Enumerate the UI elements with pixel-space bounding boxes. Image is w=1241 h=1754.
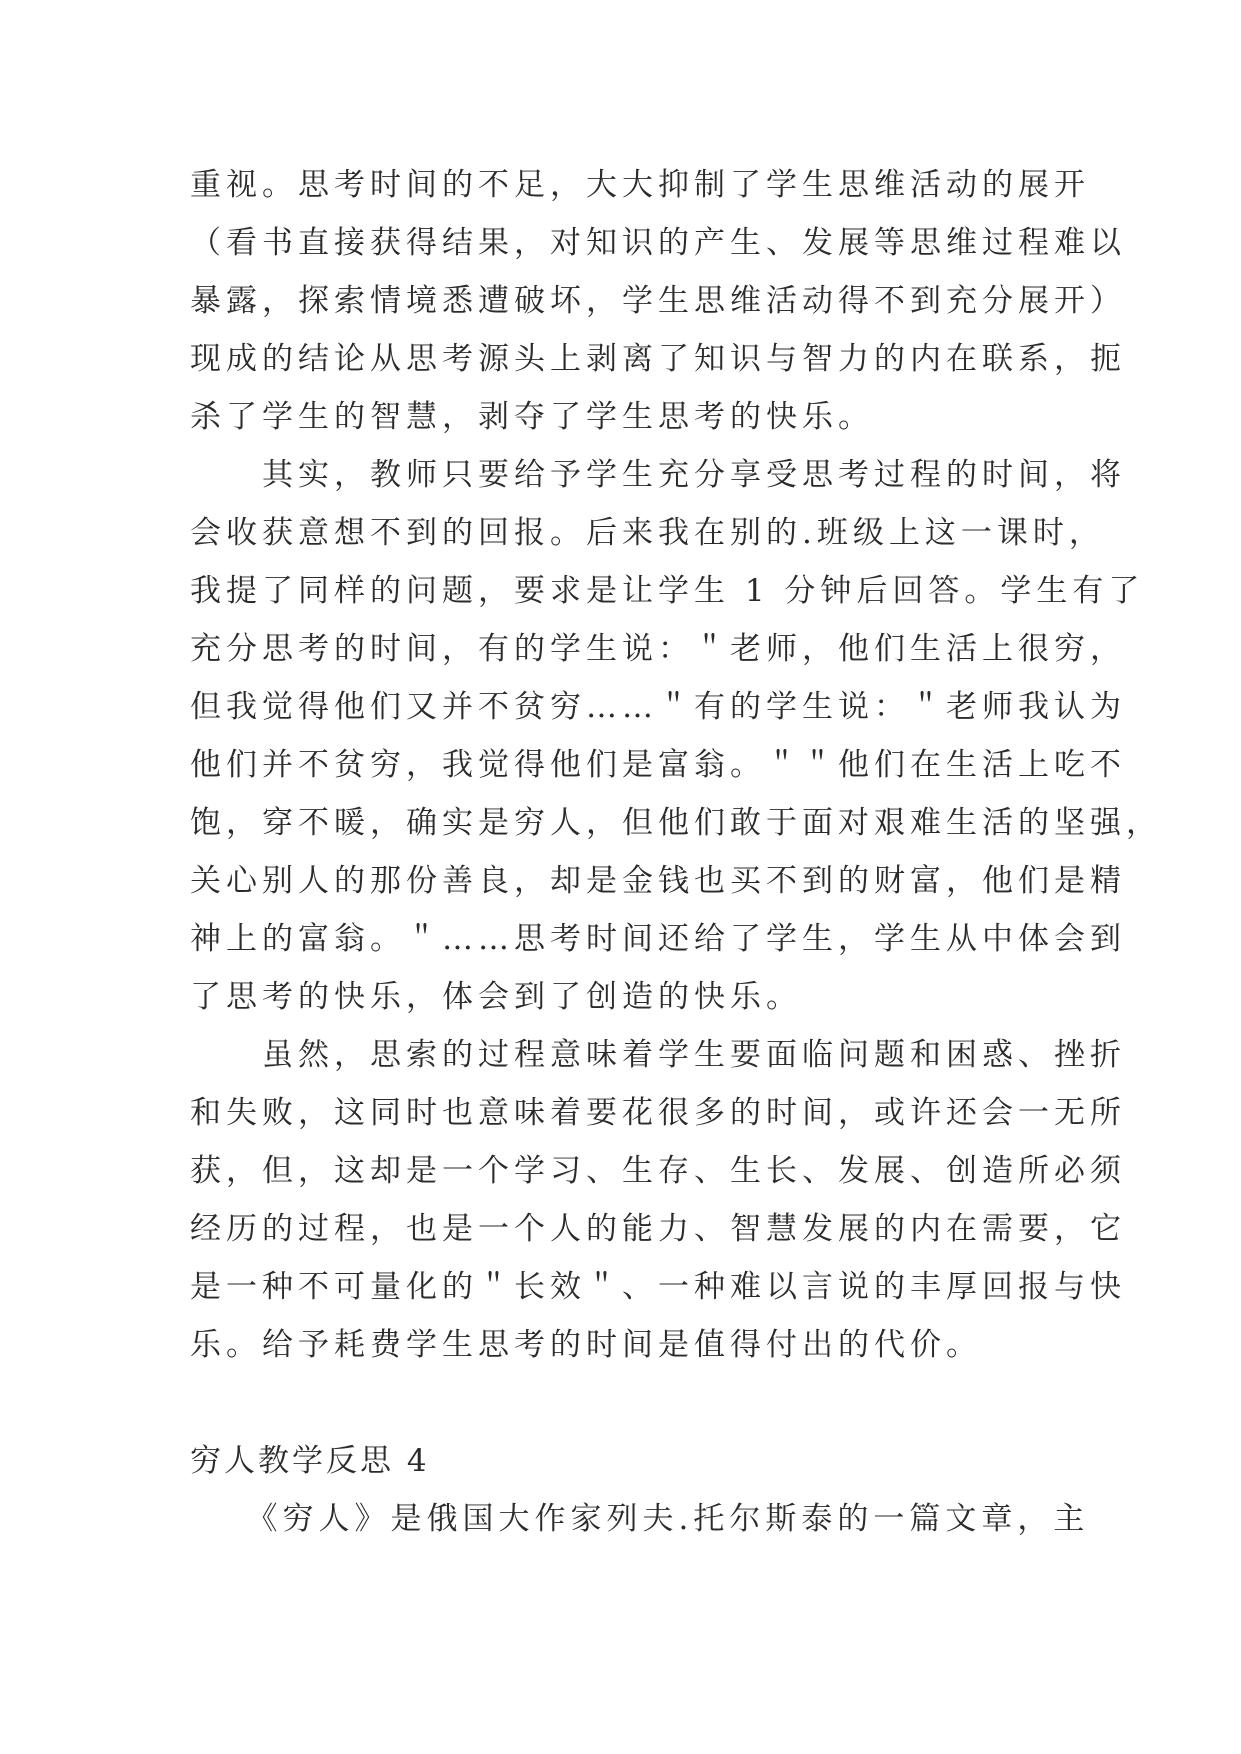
text-line: 了思考的快乐，体会到了创造的快乐。 [190, 979, 802, 1015]
text-line: 和失败，这同时也意味着要花很多的时间，或许还会一无所 [190, 1095, 1126, 1131]
text-line: （看书直接获得结果，对知识的产生、发展等思维过程难以 [190, 225, 1126, 261]
text-line: 现成的结论从思考源头上剥离了知识与智力的内在联系，扼 [190, 341, 1126, 377]
text-line: 乐。给予耗费学生思考的时间是值得付出的代价。 [190, 1327, 982, 1363]
text-line: 其实，教师只要给予学生充分享受思考过程的时间，将 [190, 457, 1126, 493]
paragraph-4 [190, 1490, 1090, 1548]
text-line: 但我觉得他们又并不贫穷……＂有的学生说：＂老师我认为 [190, 689, 1126, 725]
text-line: 是一种不可量化的＂长效＂、一种难以言说的丰厚回报与快 [190, 1269, 1126, 1305]
text-line: 他们并不贫穷，我觉得他们是富翁。＂＂他们在生活上吃不 [190, 747, 1126, 783]
text-line: 杀了学生的智慧，剥夺了学生思考的快乐。 [190, 399, 874, 435]
text-line: 会收获意想不到的回报。后来我在别的.班级上这一课时， [190, 515, 1105, 551]
section-spacer [190, 1374, 1055, 1432]
text-line: 暴露，探索情境悉遭破坏，学生思维活动得不到充分展开） [190, 283, 1126, 319]
text-line: 《穷人》是俄国大作家列夫.托尔斯泰的一篇文章，主 [190, 1501, 1090, 1537]
text-line: 神上的富翁。＂……思考时间还给了学生，学生从中体会到 [190, 921, 1126, 957]
text-line: 获，但，这却是一个学习、生存、生长、发展、创造所必须 [190, 1153, 1126, 1189]
paragraph-1 [190, 156, 1126, 446]
paragraph-2 [190, 446, 1162, 1026]
text-line: 虽然，思索的过程意味着学生要面临问题和困惑、挫折 [190, 1037, 1126, 1073]
text-line: 我提了同样的问题，要求是让学生 1 分钟后回答。学生有了 [190, 573, 1145, 609]
text-line: 关心别人的那份善良，却是金钱也买不到的财富，他们是精 [190, 863, 1126, 899]
paragraph-3 [190, 1026, 1126, 1374]
text-line: 充分思考的时间，有的学生说：＂老师，他们生活上很穷， [190, 631, 1126, 667]
text-line: 饱，穿不暖，确实是穷人，但他们敢于面对艰难生活的坚强， [190, 805, 1162, 841]
text-line: 重视。思考时间的不足，大大抑制了学生思维活动的展开 [190, 167, 1090, 203]
document-body [190, 156, 1162, 1548]
text-line: 经历的过程，也是一个人的能力、智慧发展的内在需要，它 [190, 1211, 1126, 1247]
section-heading: 穷人教学反思 4 [190, 1443, 430, 1479]
